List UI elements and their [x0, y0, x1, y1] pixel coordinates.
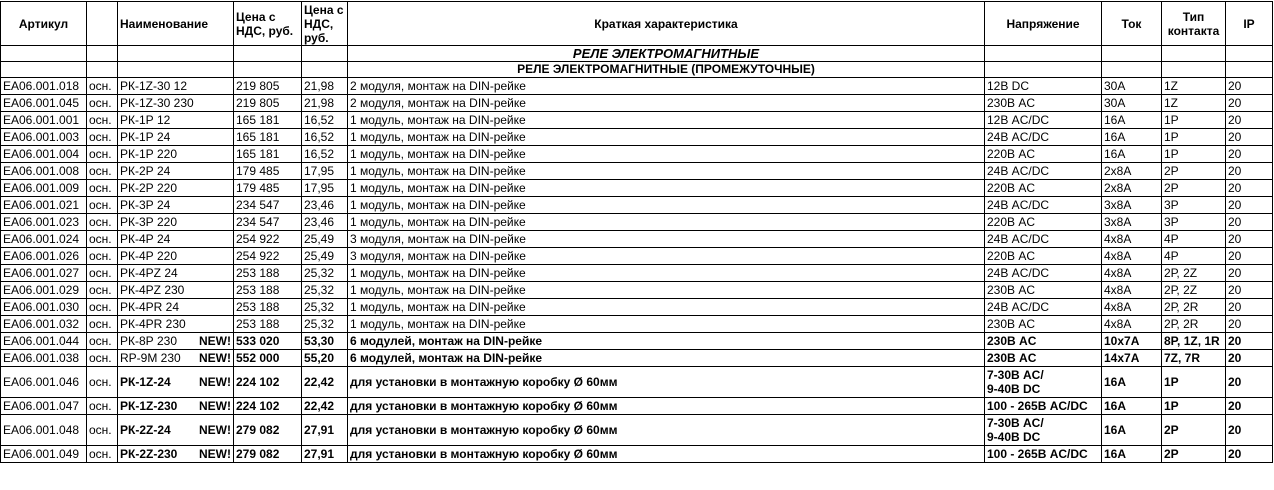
contact-cell: 4Р	[1162, 248, 1226, 265]
current-cell: 16А	[1102, 129, 1162, 146]
ip-cell: 20	[1226, 129, 1273, 146]
voltage-cell: 24В AC/DC	[985, 231, 1102, 248]
table-row	[1, 350, 1273, 367]
voltage-cell: 230В AC	[985, 350, 1102, 367]
table-row	[1, 398, 1273, 415]
type-cell: осн.	[87, 299, 118, 316]
product-name: РК-4Р 220	[120, 248, 178, 263]
product-name: РК-1Z-30 12	[120, 78, 188, 93]
voltage-line-2: 9-40В DC	[987, 382, 1041, 396]
current-cell: 2х8А	[1102, 180, 1162, 197]
price-rub-cell: 254 922	[234, 248, 302, 265]
ip-cell: 20	[1226, 316, 1273, 333]
product-name-cell	[118, 95, 234, 112]
type-cell: осн.	[87, 265, 118, 282]
description-cell: 6 модулей, монтаж на DIN-рейке	[348, 350, 985, 367]
ip-cell: 20	[1226, 248, 1273, 265]
table-row	[1, 78, 1273, 95]
contact-cell: 2Р	[1162, 415, 1226, 446]
description-cell: 1 модуль, монтаж на DIN-рейке	[348, 112, 985, 129]
price-rub-cell: 224 102	[234, 398, 302, 415]
product-name: РК-8Р 230	[120, 333, 178, 348]
description-cell: 1 модуль, монтаж на DIN-рейке	[348, 214, 985, 231]
new-badge: NEW!	[199, 333, 231, 348]
table-row	[1, 95, 1273, 112]
product-name-cell	[118, 214, 234, 231]
current-cell: 16А	[1102, 112, 1162, 129]
price-rub-cell: 165 181	[234, 112, 302, 129]
ip-cell: 20	[1226, 112, 1273, 129]
current-cell: 16А	[1102, 367, 1162, 398]
type-cell: осн.	[87, 248, 118, 265]
article-cell: EA06.001.009	[1, 180, 87, 197]
table-row	[1, 446, 1273, 463]
description-cell: 3 модуля, монтаж на DIN-рейке	[348, 231, 985, 248]
header-description: Краткая характеристика	[348, 2, 985, 46]
contact-cell: 1Р	[1162, 398, 1226, 415]
article-cell: EA06.001.049	[1, 446, 87, 463]
product-name: РК-2Р 24	[120, 163, 171, 178]
ip-cell: 20	[1226, 163, 1273, 180]
article-cell: EA06.001.001	[1, 112, 87, 129]
price-rub-cell: 234 547	[234, 197, 302, 214]
price-rub-cell: 219 805	[234, 78, 302, 95]
type-cell: осн.	[87, 415, 118, 446]
price-rub-cell: 552 000	[234, 350, 302, 367]
current-cell: 3х8А	[1102, 214, 1162, 231]
product-name: РК-1Р 12	[120, 112, 171, 127]
contact-cell: 1Z	[1162, 95, 1226, 112]
product-name-cell	[118, 112, 234, 129]
description-cell: 1 модуль, монтаж на DIN-рейке	[348, 180, 985, 197]
table-row	[1, 316, 1273, 333]
product-name: RP-9M 230	[120, 350, 181, 365]
price-unit-cell: 21,98	[302, 78, 348, 95]
voltage-cell	[985, 415, 1102, 446]
new-badge: NEW!	[199, 398, 231, 413]
table-row	[1, 282, 1273, 299]
voltage-cell: 230В AC	[985, 282, 1102, 299]
product-name: РК-4Р 24	[120, 231, 171, 246]
voltage-cell: 220В AC	[985, 180, 1102, 197]
contact-cell: 1Р	[1162, 146, 1226, 163]
price-rub-cell: 179 485	[234, 180, 302, 197]
ip-cell: 20	[1226, 398, 1273, 415]
contact-cell: 1Р	[1162, 129, 1226, 146]
subsection-title: РЕЛЕ ЭЛЕКТРОМАГНИТНЫЕ (ПРОМЕЖУТОЧНЫЕ)	[348, 62, 985, 78]
ip-cell: 20	[1226, 415, 1273, 446]
contact-cell: 2Р, 2R	[1162, 299, 1226, 316]
article-cell: EA06.001.021	[1, 197, 87, 214]
price-unit-cell: 22,42	[302, 398, 348, 415]
contact-cell: 3Р	[1162, 214, 1226, 231]
ip-cell: 20	[1226, 146, 1273, 163]
price-unit-cell: 55,20	[302, 350, 348, 367]
header-voltage: Напряжение	[985, 2, 1102, 46]
voltage-line-1: 100 - 265В AC/DC	[987, 398, 1088, 413]
current-cell: 4х8А	[1102, 231, 1162, 248]
voltage-cell: 230В AC	[985, 333, 1102, 350]
table-row	[1, 214, 1273, 231]
price-unit-cell: 25,32	[302, 316, 348, 333]
current-cell: 3х8А	[1102, 197, 1162, 214]
header-price-rub: Цена с НДС, руб.	[234, 2, 302, 46]
voltage-cell	[985, 398, 1102, 415]
contact-cell: 2Р, 2Z	[1162, 265, 1226, 282]
product-name-cell	[118, 446, 234, 463]
table-row	[1, 180, 1273, 197]
contact-cell: 2Р	[1162, 180, 1226, 197]
article-cell: EA06.001.038	[1, 350, 87, 367]
product-name: РК-1Р 220	[120, 146, 178, 161]
voltage-cell	[985, 367, 1102, 398]
table-row	[1, 265, 1273, 282]
current-cell: 4х8А	[1102, 248, 1162, 265]
product-name-cell	[118, 265, 234, 282]
product-name-cell	[118, 248, 234, 265]
ip-cell: 20	[1226, 95, 1273, 112]
price-unit-cell: 22,42	[302, 367, 348, 398]
voltage-cell: 24В AC/DC	[985, 265, 1102, 282]
ip-cell: 20	[1226, 282, 1273, 299]
article-cell: EA06.001.027	[1, 265, 87, 282]
price-rub-cell: 279 082	[234, 446, 302, 463]
article-cell: EA06.001.018	[1, 78, 87, 95]
description-cell: для установки в монтажную коробку Ø 60мм	[348, 446, 985, 463]
price-unit-cell: 16,52	[302, 112, 348, 129]
header-name: Наименование	[118, 2, 234, 46]
article-cell: EA06.001.048	[1, 415, 87, 446]
current-cell: 10х7А	[1102, 333, 1162, 350]
header-ip: IP	[1226, 2, 1273, 46]
type-cell: осн.	[87, 333, 118, 350]
table-row	[1, 197, 1273, 214]
type-cell: осн.	[87, 350, 118, 367]
price-rub-cell: 254 922	[234, 231, 302, 248]
product-name-cell	[118, 129, 234, 146]
product-name-cell	[118, 282, 234, 299]
section-row	[1, 46, 1273, 62]
ip-cell: 20	[1226, 265, 1273, 282]
current-cell: 4х8А	[1102, 282, 1162, 299]
contact-cell: 7Z, 7R	[1162, 350, 1226, 367]
type-cell: осн.	[87, 180, 118, 197]
description-cell: 1 модуль, монтаж на DIN-рейке	[348, 299, 985, 316]
ip-cell: 20	[1226, 231, 1273, 248]
description-cell: 2 модуля, монтаж на DIN-рейке	[348, 78, 985, 95]
product-name: РК-4РZ 24	[120, 265, 178, 280]
product-name: РК-1Z-24	[120, 375, 171, 389]
ip-cell: 20	[1226, 197, 1273, 214]
voltage-cell: 12В AC/DC	[985, 112, 1102, 129]
description-cell: для установки в монтажную коробку Ø 60мм	[348, 398, 985, 415]
current-cell: 14х7А	[1102, 350, 1162, 367]
voltage-cell: 24В AC/DC	[985, 129, 1102, 146]
type-cell: осн.	[87, 367, 118, 398]
product-name-cell	[118, 78, 234, 95]
ip-cell: 20	[1226, 446, 1273, 463]
voltage-cell: 24В AC/DC	[985, 163, 1102, 180]
product-name: РК-2Z-230	[120, 446, 178, 461]
price-unit-cell: 25,49	[302, 231, 348, 248]
product-name-cell	[118, 350, 234, 367]
article-cell: EA06.001.008	[1, 163, 87, 180]
product-name: РК-4РR 24	[120, 299, 180, 314]
current-cell: 2х8А	[1102, 163, 1162, 180]
price-rub-cell: 165 181	[234, 146, 302, 163]
price-unit-cell: 25,32	[302, 265, 348, 282]
product-name: РК-1Р 24	[120, 129, 171, 144]
article-cell: EA06.001.044	[1, 333, 87, 350]
voltage-line-1: 7-30В AC/	[987, 416, 1044, 430]
price-unit-cell: 23,46	[302, 197, 348, 214]
ip-cell: 20	[1226, 214, 1273, 231]
type-cell: осн.	[87, 78, 118, 95]
type-cell: осн.	[87, 146, 118, 163]
type-cell: осн.	[87, 95, 118, 112]
current-cell: 4х8А	[1102, 316, 1162, 333]
price-rub-cell: 234 547	[234, 214, 302, 231]
ip-cell: 20	[1226, 367, 1273, 398]
subsection-row	[1, 62, 1273, 78]
product-name-cell	[118, 231, 234, 248]
header-contact-type: Тип контакта	[1162, 2, 1226, 46]
table-row	[1, 367, 1273, 398]
product-name: РК-3Р 24	[120, 197, 171, 212]
product-name-cell	[118, 180, 234, 197]
description-cell: для установки в монтажную коробку Ø 60мм	[348, 367, 985, 398]
header-article: Артикул	[1, 2, 87, 46]
description-cell: 2 модуля, монтаж на DIN-рейке	[348, 95, 985, 112]
voltage-cell: 220В AC	[985, 146, 1102, 163]
description-cell: 1 модуль, монтаж на DIN-рейке	[348, 146, 985, 163]
table-row	[1, 146, 1273, 163]
contact-cell: 1Р	[1162, 367, 1226, 398]
price-unit-cell: 17,95	[302, 180, 348, 197]
price-unit-cell: 25,32	[302, 299, 348, 316]
article-cell: EA06.001.045	[1, 95, 87, 112]
price-unit-cell: 23,46	[302, 214, 348, 231]
description-cell: 1 модуль, монтаж на DIN-рейке	[348, 129, 985, 146]
ip-cell: 20	[1226, 78, 1273, 95]
ip-cell: 20	[1226, 333, 1273, 350]
product-name: РК-4РZ 230	[120, 282, 185, 297]
price-rub-cell: 224 102	[234, 367, 302, 398]
price-list-table	[0, 1, 1273, 463]
type-cell: осн.	[87, 316, 118, 333]
article-cell: EA06.001.046	[1, 367, 87, 398]
voltage-cell: 24В AC/DC	[985, 197, 1102, 214]
type-cell: осн.	[87, 282, 118, 299]
voltage-line-2: 9-40В DC	[987, 430, 1041, 444]
article-cell: EA06.001.023	[1, 214, 87, 231]
type-cell: осн.	[87, 163, 118, 180]
price-unit-cell: 25,49	[302, 248, 348, 265]
product-name-cell	[118, 367, 234, 398]
new-badge: NEW!	[199, 446, 231, 461]
product-name: РК-1Z-230	[120, 398, 178, 413]
contact-cell: 2Р, 2R	[1162, 316, 1226, 333]
price-unit-cell: 16,52	[302, 146, 348, 163]
current-cell: 30А	[1102, 95, 1162, 112]
product-name: РК-2Р 220	[120, 180, 178, 195]
voltage-cell	[985, 446, 1102, 463]
new-badge: NEW!	[199, 423, 231, 437]
price-unit-cell: 16,52	[302, 129, 348, 146]
header-row	[1, 2, 1273, 46]
price-rub-cell: 219 805	[234, 95, 302, 112]
product-name: РК-3Р 220	[120, 214, 178, 229]
table-row	[1, 248, 1273, 265]
product-name-cell	[118, 398, 234, 415]
article-cell: EA06.001.030	[1, 299, 87, 316]
current-cell: 30А	[1102, 78, 1162, 95]
contact-cell: 2Р, 2Z	[1162, 282, 1226, 299]
price-rub-cell: 533 020	[234, 333, 302, 350]
voltage-cell: 230В AC	[985, 95, 1102, 112]
product-name-cell	[118, 415, 234, 446]
price-unit-cell: 17,95	[302, 163, 348, 180]
type-cell: осн.	[87, 129, 118, 146]
article-cell: EA06.001.047	[1, 398, 87, 415]
voltage-cell: 220В AC	[985, 214, 1102, 231]
table-row	[1, 415, 1273, 446]
table-row	[1, 231, 1273, 248]
voltage-cell: 220В AC	[985, 248, 1102, 265]
table-row	[1, 112, 1273, 129]
price-rub-cell: 253 188	[234, 299, 302, 316]
table-row	[1, 163, 1273, 180]
ip-cell: 20	[1226, 350, 1273, 367]
product-name-cell	[118, 197, 234, 214]
contact-cell: 4Р	[1162, 231, 1226, 248]
contact-cell: 1Р	[1162, 112, 1226, 129]
voltage-cell: 230В AC	[985, 316, 1102, 333]
section-title: РЕЛЕ ЭЛЕКТРОМАГНИТНЫЕ	[348, 46, 985, 62]
type-cell: осн.	[87, 231, 118, 248]
description-cell: 1 модуль, монтаж на DIN-рейке	[348, 163, 985, 180]
current-cell: 16А	[1102, 146, 1162, 163]
price-unit-cell: 21,98	[302, 95, 348, 112]
current-cell: 16А	[1102, 398, 1162, 415]
header-current: Ток	[1102, 2, 1162, 46]
description-cell: 1 модуль, монтаж на DIN-рейке	[348, 197, 985, 214]
type-cell: осн.	[87, 214, 118, 231]
header-type	[87, 2, 118, 46]
product-name-cell	[118, 333, 234, 350]
type-cell: осн.	[87, 398, 118, 415]
description-cell: для установки в монтажную коробку Ø 60мм	[348, 415, 985, 446]
header-price-rub2: Цена с НДС, руб.	[302, 2, 348, 46]
table-row	[1, 299, 1273, 316]
contact-cell: 2Р	[1162, 163, 1226, 180]
type-cell: осн.	[87, 446, 118, 463]
article-cell: EA06.001.003	[1, 129, 87, 146]
current-cell: 16А	[1102, 415, 1162, 446]
article-cell: EA06.001.032	[1, 316, 87, 333]
new-badge: NEW!	[199, 375, 231, 389]
article-cell: EA06.001.029	[1, 282, 87, 299]
article-cell: EA06.001.024	[1, 231, 87, 248]
contact-cell: 1Z	[1162, 78, 1226, 95]
table-row	[1, 333, 1273, 350]
product-name: РК-1Z-30 230	[120, 95, 194, 110]
price-rub-cell: 179 485	[234, 163, 302, 180]
voltage-line-1: 100 - 265В AC/DC	[987, 446, 1088, 461]
article-cell: EA06.001.004	[1, 146, 87, 163]
price-unit-cell: 25,32	[302, 282, 348, 299]
current-cell: 4х8А	[1102, 299, 1162, 316]
ip-cell: 20	[1226, 180, 1273, 197]
product-name-cell	[118, 299, 234, 316]
price-unit-cell: 27,91	[302, 446, 348, 463]
contact-cell: 8Р, 1Z, 1R	[1162, 333, 1226, 350]
price-rub-cell: 253 188	[234, 265, 302, 282]
price-rub-cell: 165 181	[234, 129, 302, 146]
price-rub-cell: 279 082	[234, 415, 302, 446]
type-cell: осн.	[87, 197, 118, 214]
product-name: РК-4РR 230	[120, 316, 186, 331]
ip-cell: 20	[1226, 299, 1273, 316]
contact-cell: 2Р	[1162, 446, 1226, 463]
price-rub-cell: 253 188	[234, 316, 302, 333]
new-badge: NEW!	[199, 350, 231, 365]
price-unit-cell: 27,91	[302, 415, 348, 446]
product-name: РК-2Z-24	[120, 423, 171, 437]
current-cell: 16А	[1102, 446, 1162, 463]
voltage-cell: 24В AC/DC	[985, 299, 1102, 316]
article-cell: EA06.001.026	[1, 248, 87, 265]
contact-cell: 3Р	[1162, 197, 1226, 214]
voltage-cell: 12В DC	[985, 78, 1102, 95]
price-rub-cell: 253 188	[234, 282, 302, 299]
price-unit-cell: 53,30	[302, 333, 348, 350]
product-name-cell	[118, 146, 234, 163]
product-name-cell	[118, 316, 234, 333]
current-cell: 4х8А	[1102, 265, 1162, 282]
product-name-cell	[118, 163, 234, 180]
description-cell: 1 модуль, монтаж на DIN-рейке	[348, 265, 985, 282]
table-row	[1, 129, 1273, 146]
voltage-line-1: 7-30В AC/	[987, 368, 1044, 382]
description-cell: 1 модуль, монтаж на DIN-рейке	[348, 316, 985, 333]
description-cell: 6 модулей, монтаж на DIN-рейке	[348, 333, 985, 350]
description-cell: 1 модуль, монтаж на DIN-рейке	[348, 282, 985, 299]
description-cell: 3 модуля, монтаж на DIN-рейке	[348, 248, 985, 265]
type-cell: осн.	[87, 112, 118, 129]
